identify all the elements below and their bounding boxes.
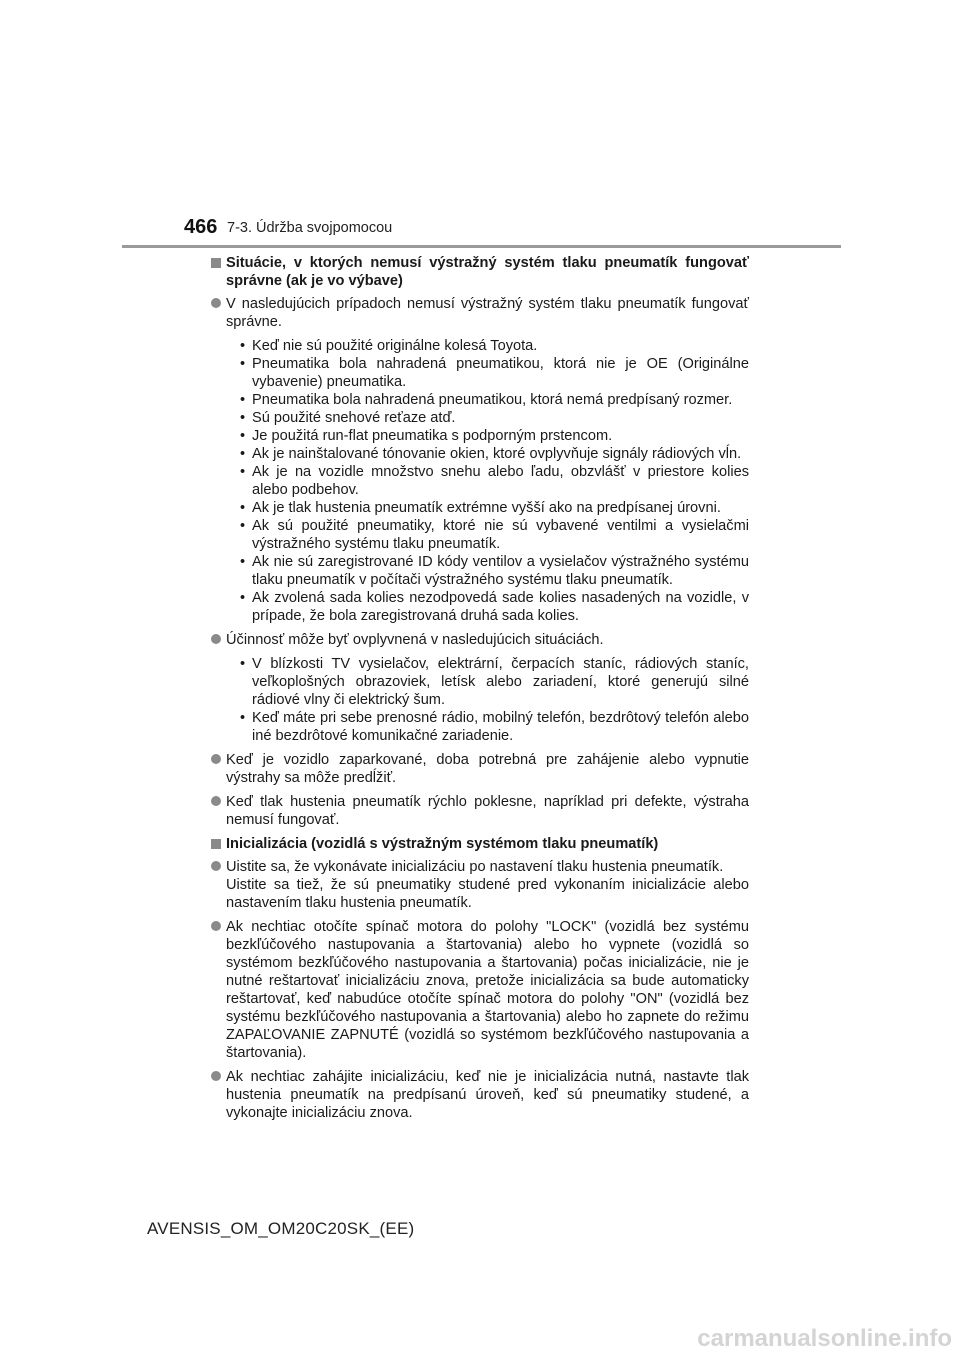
- list-item: [236, 655, 749, 709]
- dot-bullet-icon: •: [240, 518, 246, 534]
- dot-bullet-icon: •: [240, 554, 246, 570]
- circle-bullet-icon: [211, 1071, 221, 1081]
- dot-bullet-icon: •: [240, 500, 246, 516]
- paragraph-text: Ak nechtiac zahájite inicializáciu, keď nie je inicializácia nutná, nastavte tlak hustenia pneumatík na predpísanú úroveň, keď sú pneumatiky studené, a vykonajte inicializáciu znova.: [226, 1069, 749, 1121]
- bullet-list: [211, 655, 749, 745]
- circle-bullet-icon: [211, 298, 221, 308]
- list-item-text: Ak nie sú zaregistrované ID kódy ventilov a vysielačov výstražného systému tlaku pneumatík v počítači výstražného systému tlaku pneumatík.: [252, 554, 749, 588]
- list-item: [236, 409, 749, 427]
- section-heading-text: Inicializácia (vozidlá s výstražným systémom tlaku pneumatík): [226, 836, 659, 852]
- list-item-text: Keď máte pri sebe prenosné rádio, mobilný telefón, bezdrôtový telefón alebo iné bezdrôtové komunikačné zariadenie.: [252, 710, 749, 744]
- bullet-paragraph: [211, 1068, 749, 1122]
- paragraph-text: Účinnosť môže byť ovplyvnená v nasledujúcich situáciách.: [226, 632, 604, 648]
- circle-bullet-icon: [211, 634, 221, 644]
- section-heading-text: Situácie, v ktorých nemusí výstražný systém tlaku pneumatík fungovať správne (ak je vo výbave): [226, 255, 749, 289]
- circle-bullet-icon: [211, 861, 221, 871]
- bullet-paragraph: [211, 295, 749, 331]
- square-bullet-icon: [211, 258, 221, 268]
- paragraph-text-continued: Uistite sa tiež, že sú pneumatiky studené pred vykonaním inicializácie alebo nastavením tlaku hustenia pneumatík.: [226, 877, 749, 911]
- list-item: [236, 445, 749, 463]
- dot-bullet-icon: •: [240, 590, 246, 606]
- list-item-text: Pneumatika bola nahradená pneumatikou, ktorá nie je OE (Originálne vybavenie) pneumatika.: [252, 356, 749, 390]
- bullet-paragraph: [211, 793, 749, 829]
- paragraph-text: Keď je vozidlo zaparkované, doba potrebná pre zahájenie alebo vypnutie výstrahy sa môže predĺžiť.: [226, 752, 749, 786]
- header-rule: [122, 245, 841, 248]
- list-item-text: Sú použité snehové reťaze atď.: [252, 410, 456, 426]
- page-number: 466: [184, 216, 218, 238]
- list-item: [236, 709, 749, 745]
- section-title: 7-3. Údržba svojpomocou: [227, 220, 393, 236]
- list-item: [236, 517, 749, 553]
- bullet-paragraph: [211, 918, 749, 1062]
- content-body: [211, 254, 749, 1128]
- dot-bullet-icon: •: [240, 710, 246, 726]
- watermark: carmanualsonline.info: [697, 1325, 952, 1352]
- list-item: [236, 499, 749, 517]
- document-code: AVENSIS_OM_OM20C20SK_(EE): [147, 1219, 415, 1238]
- square-bullet-icon: [211, 839, 221, 849]
- list-item-text: V blízkosti TV vysielačov, elektrární, čerpacích staníc, rádiových staníc, veľkoplošných obrazoviek, letísk alebo zariadení, ktoré generujú silné rádiové vlny či elektrický šum.: [252, 656, 749, 708]
- circle-bullet-icon: [211, 754, 221, 764]
- list-item-text: Ak je tlak hustenia pneumatík extrémne vyšší ako na predpísanej úrovni.: [252, 500, 721, 516]
- list-item-text: Ak je na vozidle množstvo snehu alebo ľadu, obzvlášť v priestore kolies alebo podbehov.: [252, 464, 749, 498]
- list-item-text: Pneumatika bola nahradená pneumatikou, ktorá nemá predpísaný rozmer.: [252, 392, 733, 408]
- list-item-text: Ak je nainštalované tónovanie okien, ktoré ovplyvňuje signály rádiových vĺn.: [252, 446, 742, 462]
- bullet-paragraph: [211, 751, 749, 787]
- list-item: [236, 553, 749, 589]
- list-item: [236, 427, 749, 445]
- paragraph-text: V nasledujúcich prípadoch nemusí výstražný systém tlaku pneumatík fungovať správne.: [226, 296, 749, 330]
- list-item-text: Ak zvolená sada kolies nezodpovedá sade kolies nasadených na vozidle, v prípade, že bola zaregistrovaná druhá sada kolies.: [252, 590, 749, 624]
- list-item-text: Ak sú použité pneumatiky, ktoré nie sú vybavené ventilmi a vysielačmi výstražného systému tlaku pneumatík.: [252, 518, 749, 552]
- list-item: [236, 589, 749, 625]
- bullet-list: [211, 337, 749, 625]
- circle-bullet-icon: [211, 921, 221, 931]
- dot-bullet-icon: •: [240, 656, 246, 672]
- list-item-text: Je použitá run-flat pneumatika s podporným prstencom.: [252, 428, 613, 444]
- list-item-text: Keď nie sú použité originálne kolesá Toyota.: [252, 338, 538, 354]
- list-item: [236, 463, 749, 499]
- circle-bullet-icon: [211, 796, 221, 806]
- dot-bullet-icon: •: [240, 410, 246, 426]
- dot-bullet-icon: •: [240, 464, 246, 480]
- list-item: [236, 355, 749, 391]
- list-item: [236, 337, 749, 355]
- list-item: [236, 391, 749, 409]
- paragraph-text: Uistite sa, že vykonávate inicializáciu po nastavení tlaku hustenia pneumatík.: [226, 859, 724, 875]
- section-heading: [211, 254, 749, 290]
- paragraph-text: Keď tlak hustenia pneumatík rýchlo poklesne, napríklad pri defekte, výstraha nemusí fungovať.: [226, 794, 749, 828]
- bullet-paragraph: [211, 631, 749, 649]
- dot-bullet-icon: •: [240, 356, 246, 372]
- bullet-paragraph: [211, 858, 749, 912]
- dot-bullet-icon: •: [240, 446, 246, 462]
- paragraph-text: Ak nechtiac otočíte spínač motora do polohy "LOCK" (vozidlá bez systému bezkľúčového nastupovania a štartovania) alebo ho vypnete (vozidlá so systémom bezkľúčového nastupovania a štartovania) počas inicializácie, nie je nutné reštartovať inicializáciu znova, pretože inicializácia sa bude automaticky reštartovať, keď nabudúce otočíte spínač motora do polohy "ON" (vozidlá bez systému bezkľúčového nastupovania a štartovania) alebo ho zapnete do režimu ZAPAĽOVANIE ZAPNUTÉ (vozidlá so systémom bezkľúčového nastupovania a štartovania).: [226, 919, 749, 1061]
- dot-bullet-icon: •: [240, 428, 246, 444]
- dot-bullet-icon: •: [240, 338, 246, 354]
- section-heading: [211, 835, 749, 853]
- dot-bullet-icon: •: [240, 392, 246, 408]
